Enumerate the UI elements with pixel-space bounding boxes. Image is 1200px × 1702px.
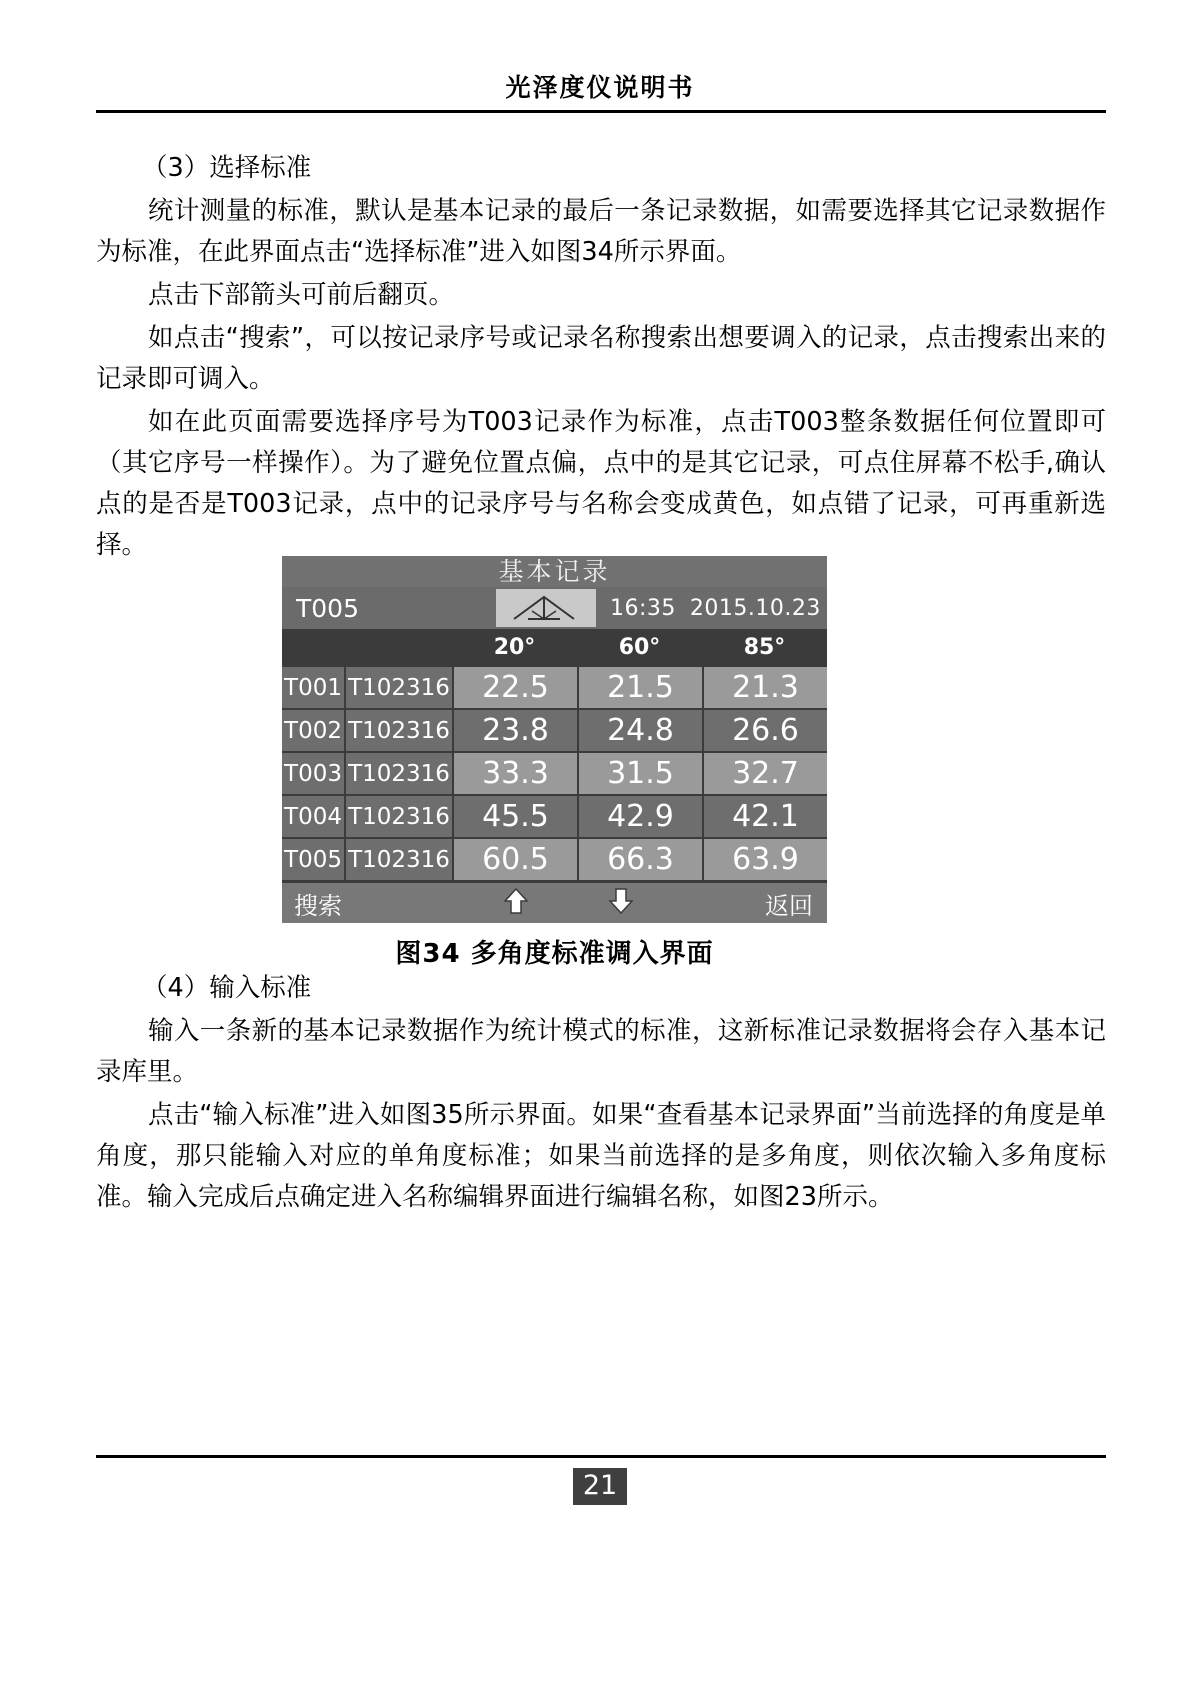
column-header-20: 20°	[493, 634, 536, 660]
back-button[interactable]: 返回	[765, 891, 813, 920]
paragraph: 输入一条新的基本记录数据作为统计模式的标准，这新标准记录数据将会存入基本记录库里。	[96, 1016, 1106, 1087]
device-screen	[282, 556, 827, 923]
current-record-id: T005	[296, 593, 359, 623]
arrow-up-icon[interactable]	[464, 887, 569, 919]
record-value-60: 24.8	[579, 710, 704, 751]
arrow-down-icon[interactable]	[569, 887, 674, 919]
device-status-bar	[282, 587, 827, 629]
footer-divider	[96, 1455, 1106, 1458]
figure-34	[282, 556, 827, 970]
table-row[interactable]	[282, 794, 827, 837]
record-value-85: 42.1	[704, 796, 827, 837]
record-name: T102316	[346, 710, 454, 751]
record-value-85: 63.9	[704, 839, 827, 880]
record-value-60: 21.5	[579, 667, 704, 708]
record-serial: T003	[282, 753, 346, 794]
record-value-20: 33.3	[454, 753, 579, 794]
record-value-20: 22.5	[454, 667, 579, 708]
device-footer-bar	[282, 880, 827, 923]
paragraph: （4）输入标准	[142, 973, 312, 1003]
record-value-60: 42.9	[579, 796, 704, 837]
device-column-header	[282, 629, 827, 665]
page-header-title: 光泽度仪说明书	[505, 73, 695, 102]
record-value-85: 32.7	[704, 753, 827, 794]
record-serial: T002	[282, 710, 346, 751]
body-text-bottom	[96, 968, 1106, 1220]
status-date: 2015.10.23	[689, 595, 821, 621]
paragraph: 如在此页面需要选择序号为T003记录作为标准，点击T003整条数据任何位置即可（其它序号一样操作）。为了避免位置点偏，点中的是其它记录，可点住屏幕不松手,确认点的是否是T003记录，点中的记录序号与名称会变成黄色，如点错了记录，可再重新选择。	[96, 407, 1106, 560]
column-header-85: 85°	[743, 634, 786, 660]
record-value-85: 21.3	[704, 667, 827, 708]
record-name: T102316	[346, 796, 454, 837]
record-value-20: 60.5	[454, 839, 579, 880]
header-divider	[96, 110, 1106, 113]
record-name: T102316	[346, 753, 454, 794]
status-time: 16:35	[610, 595, 676, 621]
device-title: 基本记录	[282, 556, 827, 587]
paragraph: 统计测量的标准，默认是基本记录的最后一条记录数据，如需要选择其它记录数据作为标准，在此界面点击“选择标准”进入如图34所示界面。	[96, 196, 1106, 267]
angle-measure-icon[interactable]	[496, 589, 596, 627]
record-name: T102316	[346, 667, 454, 708]
record-name: T102316	[346, 839, 454, 880]
table-row[interactable]	[282, 708, 827, 751]
record-serial: T001	[282, 667, 346, 708]
page-number	[0, 1468, 1200, 1505]
body-text-top	[96, 148, 1106, 568]
record-value-20: 23.8	[454, 710, 579, 751]
paragraph: 点击“输入标准”进入如图35所示界面。如果“查看基本记录界面”当前选择的角度是单角度，那只能输入对应的单角度标准；如果当前选择的是多角度，则依次输入多角度标准。输入完成后点确定进入名称编辑界面进行编辑名称，如图23所示。	[96, 1100, 1106, 1212]
paragraph: 如点击“搜索”，可以按记录序号或记录名称搜索出想要调入的记录，点击搜索出来的记录即可调入。	[96, 323, 1106, 394]
record-value-60: 66.3	[579, 839, 704, 880]
table-row[interactable]	[282, 751, 827, 794]
record-value-85: 26.6	[704, 710, 827, 751]
record-value-60: 31.5	[579, 753, 704, 794]
paragraph: 点击下部箭头可前后翻页。	[148, 280, 455, 310]
figure-caption: 图34 多角度标准调入界面	[395, 939, 714, 969]
record-serial: T004	[282, 796, 346, 837]
record-serial: T005	[282, 839, 346, 880]
paragraph: （3）选择标准	[142, 153, 312, 183]
column-header-60: 60°	[618, 634, 661, 660]
search-button[interactable]: 搜索	[294, 891, 342, 920]
record-value-20: 45.5	[454, 796, 579, 837]
table-row[interactable]	[282, 665, 827, 708]
table-row[interactable]	[282, 837, 827, 880]
page-number-value: 21	[573, 1468, 627, 1505]
